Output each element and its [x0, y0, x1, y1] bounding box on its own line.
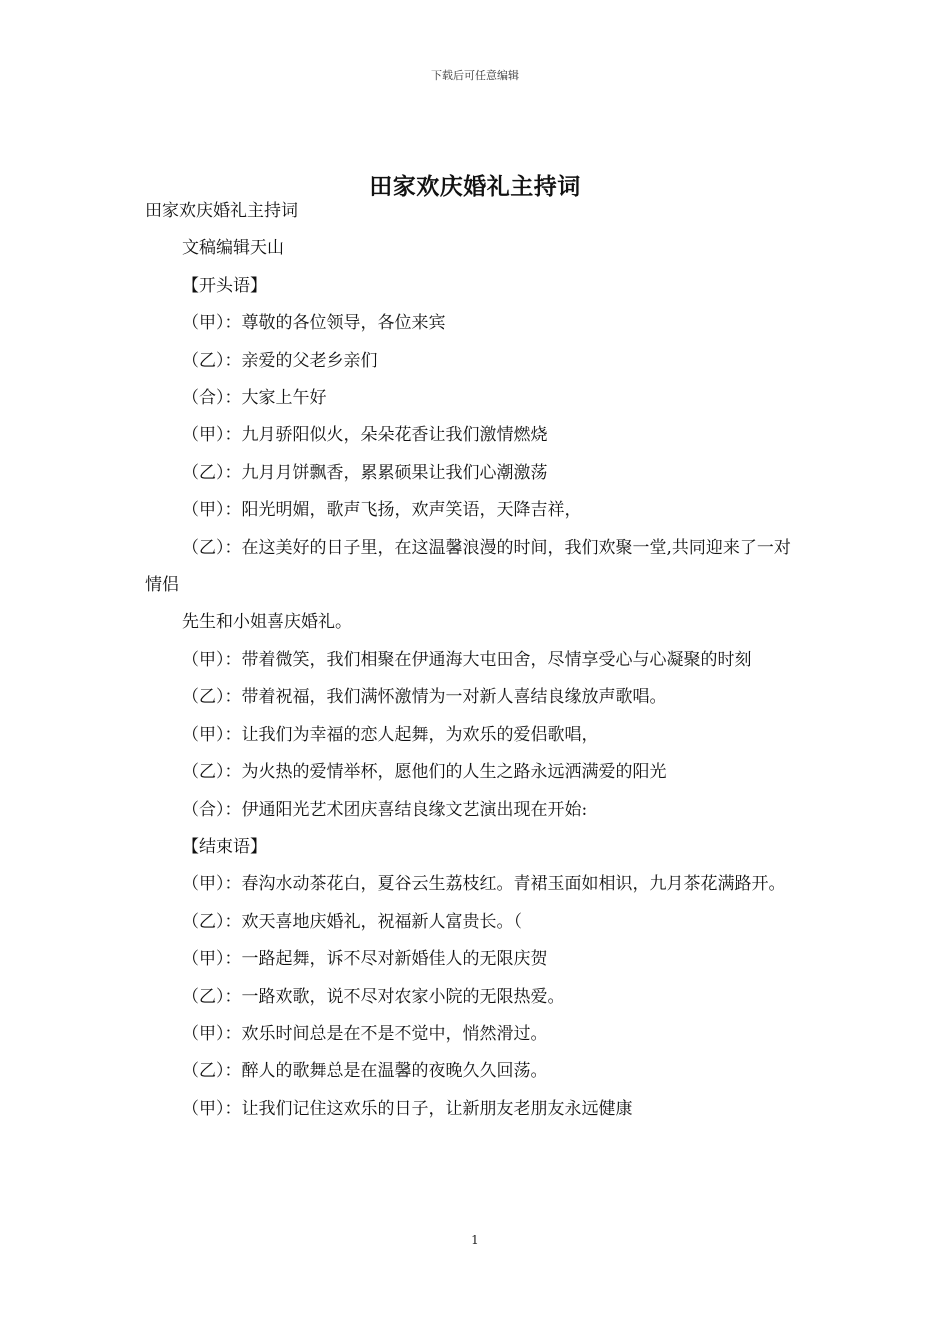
body-paragraph: （乙）：带着祝福，我们满怀激情为一对新人喜结良缘放声歌唱。 — [182, 687, 667, 708]
body-paragraph: 文稿编辑天山 — [182, 238, 284, 259]
body-paragraph: （甲）：让我们记住这欢乐的日子，让新朋友老朋友永远健康 — [182, 1098, 633, 1119]
page-header-note: 下载后可任意编辑 — [431, 69, 519, 82]
body-paragraph: （乙）：九月月饼飘香，累累硕果让我们心潮激荡 — [182, 462, 548, 483]
body-paragraph: （乙）：欢天喜地庆婚礼，祝福新人富贵长。（ — [182, 911, 522, 932]
body-paragraph: （合）：大家上午好 — [182, 388, 327, 409]
body-paragraph: （甲）：尊敬的各位领导，各位来宾 — [182, 313, 446, 334]
body-paragraph: （乙）：在这美好的日子里，在这温馨浪漫的时间，我们欢聚一堂,共同迎来了一对情侣 — [145, 537, 791, 596]
body-paragraph: （合）：伊通阳光艺术团庆喜结良缘文艺演出现在开始: — [182, 799, 588, 820]
document-body — [145, 193, 807, 1128]
body-paragraph: （甲）：九月骄阳似火，朵朵花香让我们激情燃烧 — [182, 425, 548, 446]
body-paragraph: 先生和小姐喜庆婚礼。 — [182, 612, 352, 633]
document-title: 田家欢庆婚礼主持词 — [369, 173, 581, 201]
body-paragraph: （甲）：欢乐时间总是在不是不觉中，悄然滑过。 — [182, 1023, 548, 1044]
body-paragraph: （甲）：让我们为幸福的恋人起舞，为欢乐的爱侣歌唱， — [182, 724, 599, 745]
body-paragraph: （乙）：一路欢歌，说不尽对农家小院的无限热爱。 — [182, 986, 565, 1007]
body-paragraph: （甲）：春沟水动茶花白，夏谷云生荔枝红。青裙玉面如相识，九月茶花满路开。 — [182, 874, 786, 895]
body-paragraph: （甲）：一路起舞，诉不尽对新婚佳人的无限庆贺 — [182, 949, 548, 970]
body-paragraph: （甲）：阳光明媚，歌声飞扬，欢声笑语，天降吉祥， — [182, 500, 582, 521]
body-paragraph: （甲）：带着微笑，我们相聚在伊通海大屯田舍，尽情享受心与心凝聚的时刻 — [182, 649, 752, 670]
body-paragraph: （乙）：为火热的爱情举杯，愿他们的人生之路永远洒满爱的阳光 — [182, 762, 667, 783]
body-paragraph: 【结束语】 — [182, 836, 267, 857]
body-paragraph: （乙）：醉人的歌舞总是在温馨的夜晚久久回荡。 — [182, 1061, 548, 1082]
body-paragraph: （乙）：亲爱的父老乡亲们 — [182, 350, 378, 371]
body-paragraph: 【开头语】 — [182, 275, 267, 296]
body-paragraph: 田家欢庆婚礼主持词 — [145, 201, 298, 221]
page-number: 1 — [471, 1233, 479, 1247]
